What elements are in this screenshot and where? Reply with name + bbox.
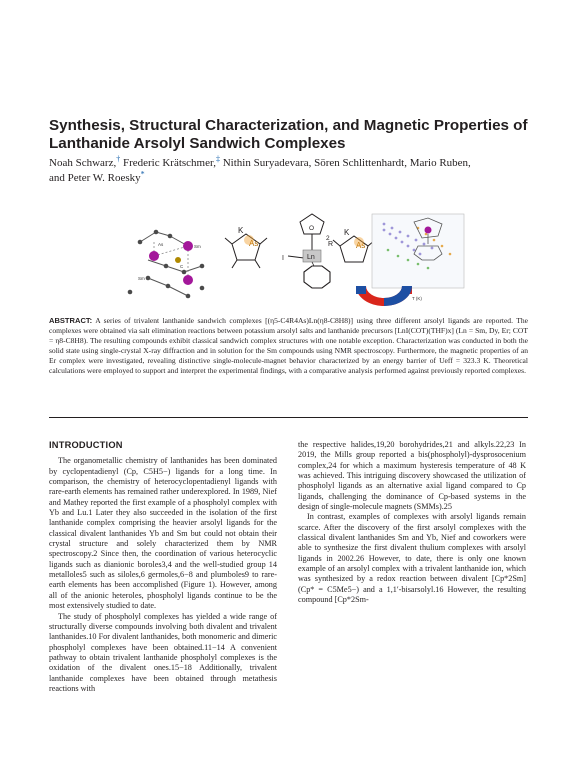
paragraph: In contrast, examples of complexes with arsolyl ligands remain scarce. After the discovery of the first arsolyl complexes with the classical divalent lanthanides Sm and Yb, Nief and coworkers were able to synthesize the first divalent thulium complexes with arsolyl ligands in 2002.26 However, to date, there is only one known example of an arsolyl complex with a trivalent lanthanide ion, which was synthesized by a redox reaction between divalent [Cp*2Sm] (Cp* = C5Me5−) and a 1,1′-bisarsolyl.16 However, the resulting compound [Cp*2Sm- [298, 512, 526, 605]
substituent-label: R [328, 241, 334, 248]
author-list [49, 156, 539, 185]
lanthanide-label: Ln [307, 254, 315, 261]
atom-label: As [158, 242, 164, 247]
thf-count-label: 2 [326, 235, 330, 242]
author-line-1 [49, 156, 539, 171]
author-name[interactable]: Noah Schwarz, [49, 157, 117, 169]
author-name[interactable]: Nithin Suryadevara, Sören Schlittenhardt, Mario Ruben, [219, 157, 471, 169]
atom-label: Sm [194, 244, 201, 249]
abstract-label: ABSTRACT: [49, 316, 93, 325]
author-name[interactable]: and Peter W. Roesky [49, 171, 141, 184]
paragraph: The organometallic chemistry of lanthanides has been dominated by cyclopentadienyl (Cp, C5H5−) ligands for a long time. In comparison, the chemistry of heterocyclopentadienyl ligands with rare-earth elements has remained rather underexplored. In 1989, Nief and Mathey reported the first example of a phospholyl complex with Yb and Lu.1 Later they also succeeded in the isolation of the first lanthanide complex comprising the heavier arsolyl ligands for the classical divalent lanthanides Yb and Sm but could not obtain their crystal structure and solely characterized them by NMR spectroscopy.2 Since then, the coordination of various heterocyclic ligands such as dianionic boroles3,4 and the well-studied group 14 metalloles5 such as siloles,6 germoles,6−8 and plumboles9 to rare-earth elements has been accomplished (Figure 1). However, among all of the anionic heteroles, phospholyl ligands continue to be the most extensively studied to date. [49, 456, 277, 611]
iodide-label: I [282, 255, 284, 262]
substituted-arsolyl-scheme [328, 228, 378, 262]
corresponding-author-mark: * [140, 168, 145, 178]
toc-graphic [118, 200, 472, 310]
potassium-label: K [238, 226, 244, 235]
arsenic-label: As [249, 239, 259, 248]
section-heading: INTRODUCTION [49, 440, 123, 450]
atom-label: C [180, 264, 184, 269]
oxygen-label: O [309, 225, 315, 232]
crystal-structure-image [128, 230, 205, 299]
abstract [49, 316, 528, 376]
lanthanide-precursor-scheme [282, 214, 330, 288]
author-name[interactable]: Frederic Krätschmer, [120, 157, 216, 169]
potassium-label: K [344, 228, 350, 237]
left-column [49, 440, 277, 694]
section-divider [49, 417, 528, 418]
paragraph: The study of phospholyl complexes has yielded a wide range of structurally diverse compounds involving both divalent and trivalent lanthanides.10 For divalent lanthanides, both monomeric and dimeric phospholyl complexes have been obtained.11−14 A convenient pathway to obtain trivalent lanthanide phospholyl complexes is the oxidation of the divalent ones.15−18 Additionally, trivalent lanthanide complexes have been obtained through metathesis reactions with [49, 611, 277, 693]
author-line-2 [49, 168, 539, 186]
arsenic-label: As [356, 241, 366, 250]
magnet-icon [356, 286, 412, 306]
paper-title: Synthesis, Structural Characterization, and Magnetic Properties of Lanthanide Arsolyl Sandwich Complexes [49, 117, 528, 152]
right-column [298, 440, 526, 606]
affiliation-mark: † [116, 154, 121, 164]
affiliation-mark: ‡ [215, 154, 220, 164]
potassium-arsolyl-scheme [225, 226, 267, 268]
abstract-text: A series of trivalent lanthanide sandwich complexes [(η5-C4R4As)Ln(η8-C8H8)] using three different arsolyl ligands are reported. The complexes were obtained via salt elimination reactions between potassium arsolyl salts and lanthanide precursors [LnI(COT)(THF)x] (Ln = Sm, Dy, Er; COT = η8-C8H8). The resulting compounds exhibit classical sandwich complex structures with one notable exception. Characterization was conducted in both the solid state using single-crystal X-ray diffraction and in solution for the Sm compounds using NMR spectroscopy. Furthermore, the magnetic properties of an Er complex were investigated, revealing distinctive single-molecule-magnet behavior characterized by an energy barrier of Ueff = 323.3 K. Theoretical calculations were employed to support and interpret the experimental findings, with a comparative analysis performed against previously reported complexes. [49, 316, 528, 375]
plot-axis-label: T (K) [412, 296, 422, 301]
magnetic-plot-image [372, 214, 464, 301]
atom-label: Sm [138, 276, 145, 281]
paragraph: the respective halides,19,20 borohydrides,21 and alkyls.22,23 In 2019, the Mills group reported a bis(phospholyl)-dysprosocenium complex,24 for which a maximum hysteresis temperature of 48 K was achieved. This intriguing discovery showcased the utilization of phospholyl ligands as an alternative axial ligand compared to Cp ligands, challenging the dominance of Cp-based systems in the design of single-molecule magnets (SMMs).25 [298, 440, 526, 512]
